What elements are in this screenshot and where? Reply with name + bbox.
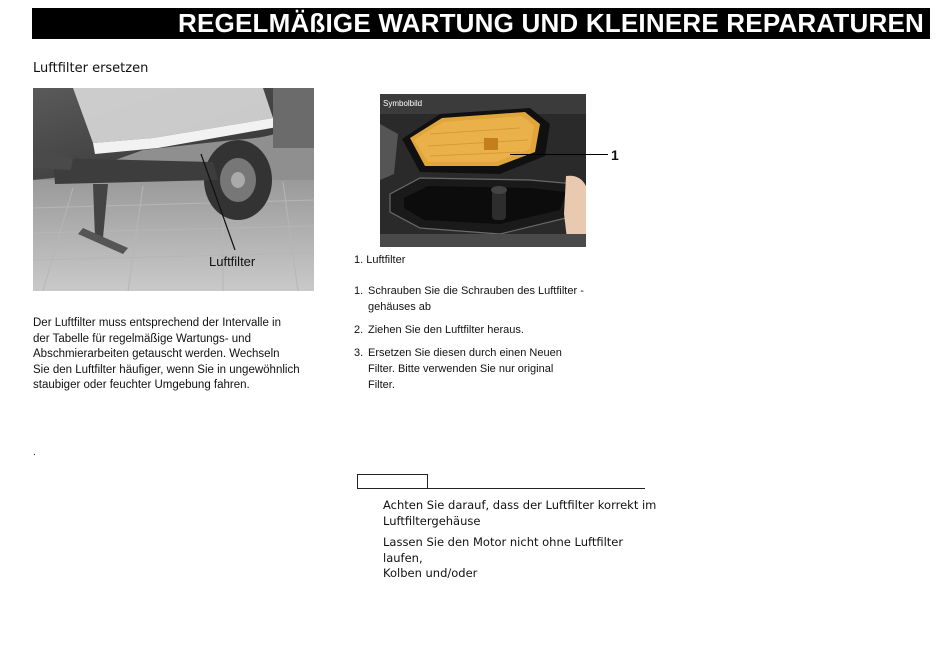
notice-line: Luftfiltergehäuse (383, 513, 481, 528)
notice-paragraph (383, 498, 663, 529)
intro-line: Abschmierarbeiten getauscht werden. Wechseln (33, 348, 280, 360)
notice-paragraph (383, 535, 663, 582)
intro-paragraph (33, 316, 333, 394)
notice-line: Lassen Sie den Motor nicht ohne Luftfilter laufen, (383, 535, 624, 565)
luftfilter-callout-label: Luftfilter (209, 254, 256, 269)
step-text: Schrauben Sie die Schrauben des Luftfilter - (368, 285, 584, 297)
page-title: REGELMÄßIGE WARTUNG UND KLEINERE REPARATUREN (178, 8, 924, 38)
step-item (354, 322, 654, 338)
step-item (354, 345, 654, 393)
step-number: 3. (354, 347, 364, 359)
step-text: gehäuses ab (368, 301, 431, 313)
scooter-illustration (33, 88, 314, 291)
steps-list (354, 283, 654, 400)
step-number: 2. (354, 324, 364, 336)
step-text: Filter. Bitte verwenden Sie nur original (368, 363, 554, 375)
air-filter-photo (380, 94, 586, 247)
step-text: Ziehen Sie den Luftfilter heraus. (368, 324, 524, 336)
symbolbild-tag: Symbolbild (383, 99, 423, 108)
callout-leader-line (510, 154, 608, 155)
air-filter-illustration (380, 94, 586, 247)
notice-line: Achten Sie darauf, dass der Luftfilter korrekt im (383, 498, 657, 512)
callout-number: 1 (611, 147, 619, 163)
notice-label-box (357, 474, 428, 489)
section-title: Luftfilter ersetzen (33, 61, 149, 76)
intro-line: Sie den Luftfilter häufiger, wenn Sie in ungewöhnlich (33, 363, 300, 376)
notice-line: Kolben und/oder (383, 566, 478, 580)
intro-line: der Tabelle für regelmäßige Wartungs- und (33, 332, 251, 345)
step-text: Filter. (368, 379, 395, 391)
step-number: 1. (354, 285, 364, 297)
step-item (354, 283, 654, 315)
stray-mark: . (33, 447, 36, 458)
notice-text (383, 498, 663, 588)
intro-line: Der Luftfilter muss entsprechend der Intervalle in (33, 317, 282, 329)
notice-rule (428, 488, 645, 489)
scooter-photo (33, 88, 314, 291)
page-header (32, 8, 930, 39)
step-text: Ersetzen Sie diesen durch einen Neuen (368, 347, 562, 359)
legend-item: 1. Luftfilter (354, 254, 406, 266)
intro-line: staubiger oder feuchter Umgebung fahren. (33, 379, 250, 391)
